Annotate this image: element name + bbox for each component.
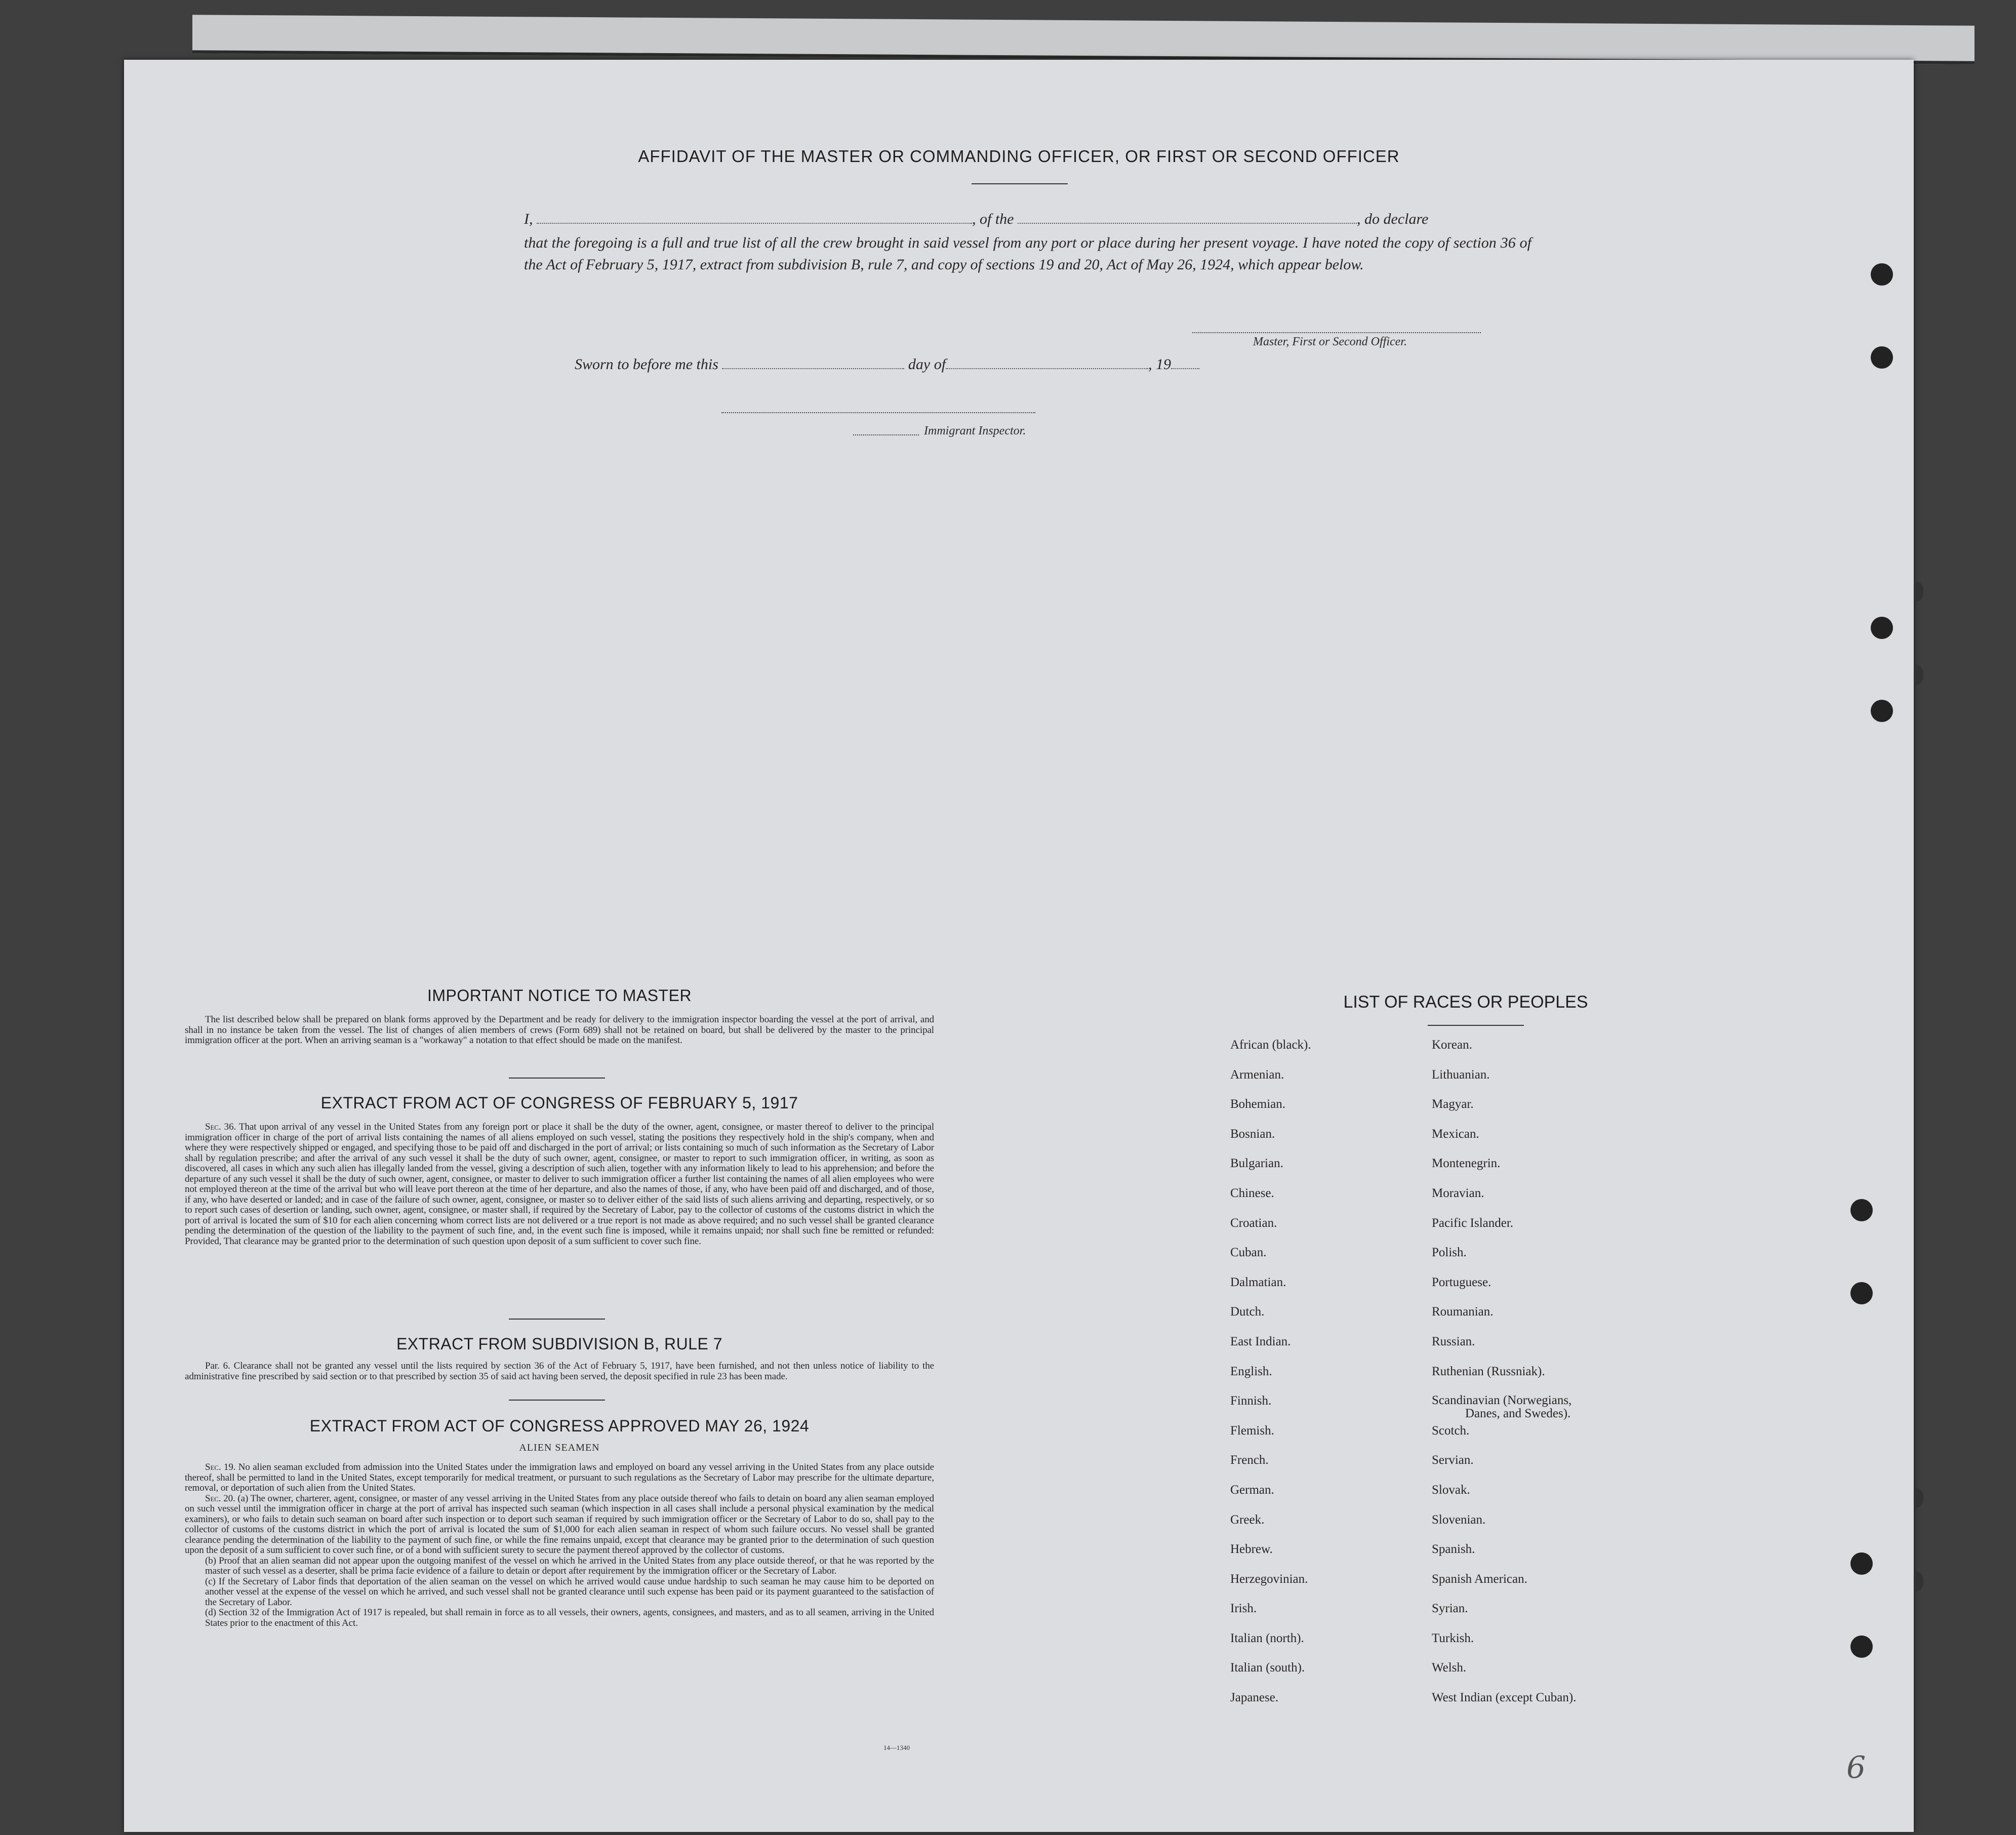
underlying-sheet-edge [192,15,1974,64]
declarant-name-field[interactable] [537,212,972,224]
race-item: Roumanian. [1432,1305,1494,1319]
race-item: Scotch. [1432,1423,1470,1438]
races-title: LIST OF RACES OR PEOPLES [1343,992,1588,1012]
race-item: Ruthenian (Russniak). [1432,1364,1545,1378]
race-item: Dalmatian. [1230,1275,1286,1289]
binder-hole [1871,617,1893,639]
race-item: Russian. [1432,1334,1475,1348]
divider [509,1400,605,1401]
binder-hole [1871,263,1893,286]
races-title-underline [1428,1025,1524,1026]
races-column-2 [1432,1038,1576,1721]
page-notch [1915,1571,1923,1591]
extract-1924-body [185,1462,934,1628]
race-item: West Indian (except Cuban). [1432,1691,1577,1705]
race-item: Bosnian. [1230,1127,1275,1141]
sworn-day-label: day of [908,356,946,373]
sec-20b-text: (b) Proof that an alien seaman did not appear upon the outgoing manifest of the vessel on which he arrived in the United States from any place outside thereof, or that he was reported by the master of such vessel as a deserter, shall be prima facie evidence of a failure to detain or deport after requirement by the immigration officer or the Secretary of Labor. [205,1555,934,1576]
extract-1924-title: EXTRACT FROM ACT OF CONGRESS APPROVED MAY 26, 1924 [309,1417,810,1435]
divider [509,1078,605,1079]
race-item: Herzegovinian. [1230,1572,1308,1586]
race-item: Finnish. [1230,1394,1272,1408]
race-item: Magyar. [1432,1097,1474,1111]
race-item: German. [1230,1483,1274,1497]
race-item: Dutch. [1230,1305,1265,1319]
race-item: Armenian. [1230,1067,1284,1082]
race-item: Portuguese. [1432,1275,1491,1289]
race-item: African (black). [1230,1038,1311,1052]
race-item: Spanish American. [1432,1572,1527,1586]
race-item: East Indian. [1230,1334,1291,1348]
subdivision-b-body [185,1361,934,1382]
race-item: English. [1230,1364,1272,1378]
inspector-dotted-lead [853,434,919,435]
binder-hole [1850,1635,1873,1658]
race-item: Pacific Islander. [1432,1216,1514,1230]
sec-36-label: Sec. 36. [205,1122,236,1132]
sworn-day-field[interactable] [722,357,904,369]
race-item: Bohemian. [1230,1097,1286,1111]
binder-hole [1850,1282,1873,1304]
subdivision-b-title: EXTRACT FROM SUBDIVISION B, RULE 7 [396,1335,723,1353]
extract-1917-body [185,1122,934,1247]
race-item: Moravian. [1432,1186,1484,1200]
race-item: Slovak. [1432,1483,1470,1497]
binder-hole [1871,700,1893,722]
vessel-name-field[interactable] [1018,212,1357,224]
race-item: Scandinavian (Norwegians, Danes, and Swedes). [1432,1393,1572,1421]
sec-20c-text: (c) If the Secretary of Labor finds that deportation of the alien seaman on the vessel on which he arrived would cause undue hardship to such seaman he may cause him to be deported on another vessel at the expense of the vessel on which he arrived, and such vessel shall not be granted clearance until such expense has been paid or its payment guaranteed to the satisfaction of the Secretary of Labor. [205,1576,934,1608]
document-page [124,60,1914,1832]
master-signature-label: Master, First or Second Officer. [1253,335,1407,348]
race-item: Croatian. [1230,1216,1277,1230]
declarant-line [524,211,1511,228]
sworn-year-label: , 19 [1148,356,1172,373]
sworn-line [575,356,1199,373]
sec-19-text: No alien seaman excluded from admission into the United States under the immigration laws and employed on board any vessel arriving in the United States from any place outside thereof, shall be permitted to land in the United States, except temporarily for medical treatment, or pursuant to such regulations as the Secretary of Labor may prescribe for the ultimate departure, removal, or deportation of such alien from the United States. [185,1462,934,1493]
page-number: 6 [1846,1750,1866,1785]
race-item: French. [1230,1453,1269,1467]
race-item: Irish. [1230,1602,1257,1616]
inspector-label: Immigrant Inspector. [924,424,1026,437]
page-notch [1915,581,1923,602]
race-item: Chinese. [1230,1186,1274,1200]
notice-body-text: The list described below shall be prepared on blank forms approved by the Department and be ready for delivery to the immigration inspector boarding the vessel at the port of arrival, and shall in no instance be taken from the vessel. The list of changes of alien members of crews (Form 689) shall not be retained on board, but shall be delivered by the master to the principal immigration officer at the port. When an arriving seaman is a "workaway" a notation to that effect should be made on the manifest. [185,1014,934,1046]
alien-seamen-subtitle: ALIEN SEAMEN [519,1442,600,1453]
inspector-signature-line[interactable] [721,412,1035,413]
page-notch [1915,1488,1923,1508]
race-item: Spanish. [1432,1542,1475,1557]
race-item: Lithuanian. [1432,1067,1490,1082]
race-item: Servian. [1432,1453,1474,1467]
master-signature-line[interactable] [1192,332,1481,333]
race-item: Hebrew. [1230,1542,1273,1557]
race-item: Korean. [1432,1038,1472,1052]
affidavit-title: AFFIDAVIT OF THE MASTER OR COMMANDING OFFICER, OR FIRST OR SECOND OFFICER [638,147,1400,166]
sworn-year-field[interactable] [1171,357,1199,369]
binder-hole [1871,346,1893,369]
sec-36-text: That upon arrival of any vessel in the United States from any foreign port or place it shall be the duty of the owner, agent, consignee, or master thereof to deliver to the principal immigration officer in charge of the port of arrival lists containing the names of all aliens employed on such vessel, stating the positions they respectively hold in the ship's company, when and where they were respectively shipped or engaged, and specifying those to be paid off and discharged in the port of arrival; or lists containing so much of such information as the Secretary of Labor shall by regulation prescribe; and after the arrival of any such vessel it shall be the duty of such owner, agent, consignee, or master to report to such immigration officer, in writing, as soon as discovered, all cases in which any such alien has illegally landed from the vessel, giving a description of such alien, together with any information likely to lead to his apprehension; and before the departure of any such vessel it shall be the duty of such owner, agent, consignee, or master to deliver to such immigration officer a further list containing the names of all alien employees who were not employed thereon at the time of the arrival but who will leave port thereon at the time of her departure, and also the names of those, if any, who have been paid off and discharged, and of those, if any, who have deserted or landed; and in case of the failure of such owner, agent, consignee, or master so to deliver either of the said lists of such aliens arriving and departing, respectively, or so to report such cases of desertion or landing, such owner, agent, consignee, or master shall, if required by the Secretary of Labor, pay to the collector of customs of the customs district in which the port of arrival is located the sum of $10 for each alien concerning whom correct lists are not delivered or a true report is not made as above required; and no such vessel shall be granted clearance pending the determination of the question of the liability to the payment of such fine, and, in the event such fine is imposed, while it remains unpaid; nor shall such fine be remitted or refunded: Provided, That clearance may be granted prior to the determination of such question upon deposit of a sum sufficient to cover such fine. [185,1122,934,1247]
sec-20-label: Sec. 20. [205,1493,235,1504]
notice-body [185,1015,934,1046]
declarant-prefix: I, [524,211,533,227]
form-code: 14—1340 [883,1744,910,1751]
race-item: Montenegrin. [1432,1156,1501,1171]
race-item: Syrian. [1432,1602,1468,1616]
sec-19-label: Sec. 19. [205,1462,236,1472]
extract-1917-title: EXTRACT FROM ACT OF CONGRESS OF FEBRUARY 5, 1917 [320,1094,798,1112]
race-item: Italian (north). [1230,1631,1304,1645]
race-item: Mexican. [1432,1127,1479,1141]
title-underline [972,183,1068,184]
sworn-prefix: Sworn to before me this [575,356,718,373]
race-item: Bulgarian. [1230,1156,1283,1171]
sworn-month-field[interactable] [946,357,1148,369]
notice-title: IMPORTANT NOTICE TO MASTER [427,986,692,1005]
par-6-text: Par. 6. Clearance shall not be granted any vessel until the lists required by section 36 of the Act of February 5, 1917, have been furnished, and not then unless notice of liability to the administrative fine prescribed by said section or to that prescribed by section 35 of said act having been served, the deposit specified in rule 23 has been made. [185,1361,934,1382]
race-item: Welsh. [1432,1661,1467,1675]
sec-20d-text: (d) Section 32 of the Immigration Act of 1917 is repealed, but shall remain in force as to all vessels, their owners, agents, consignees, and masters, and as to all seamen, arriving in the United States prior to the enactment of this Act. [205,1607,934,1628]
declaration-text: that the foregoing is a full and true list of all the crew brought in said vessel from any port or place during her present voyage. I have noted the copy of section 36 of the Act of February 5, 1917, extract from subdivision B, rule 7, and copy of sections 19 and 20, Act of May 26, 1924, which appear below. [524,234,1531,273]
binder-hole [1850,1199,1873,1221]
race-item: Slovenian. [1432,1512,1486,1527]
of-the-label: , of the [972,211,1014,227]
race-item: Flemish. [1230,1423,1274,1438]
sec-20a-text: (a) The owner, charterer, agent, consignee, or master of any vessel arriving in the United States from any place outside thereof who fails to detain on board any alien seaman employed on such vessel until the immigration officer in charge at the port of arrival has inspected such seaman (which inspection in all cases shall include a personal physical examination by the medical examiners), or who fails to detain such seaman on board after such inspection or to deport such seaman if required by such immigration officer or the Secretary of Labor to do so, shall pay to the collector of customs of the customs district in which the port of arrival is located the sum of $1,000 for each alien seaman in respect of whom such failure occurs. No vessel shall be granted clearance pending the determination of the liability to the payment of such fine, or while the fine remains unpaid, except that clearance may be granted prior to the determination of such question upon the deposit of a sum sufficient to cover such fine, or of a bond with sufficient surety to secure the payment thereof approved by the collector of customs. [185,1493,934,1555]
race-item-continuation: Danes, and Swedes). [1465,1407,1571,1421]
race-item: Polish. [1432,1246,1467,1260]
races-column-1 [1230,1038,1311,1721]
race-item: Cuban. [1230,1246,1267,1260]
do-declare-label: , do declare [1357,211,1429,227]
divider [509,1319,605,1320]
race-item: Turkish. [1432,1631,1474,1645]
binder-hole [1850,1552,1873,1575]
race-item: Italian (south). [1230,1661,1305,1675]
race-item: Greek. [1230,1512,1265,1527]
race-item: Japanese. [1230,1691,1279,1705]
page-notch [1915,665,1923,685]
